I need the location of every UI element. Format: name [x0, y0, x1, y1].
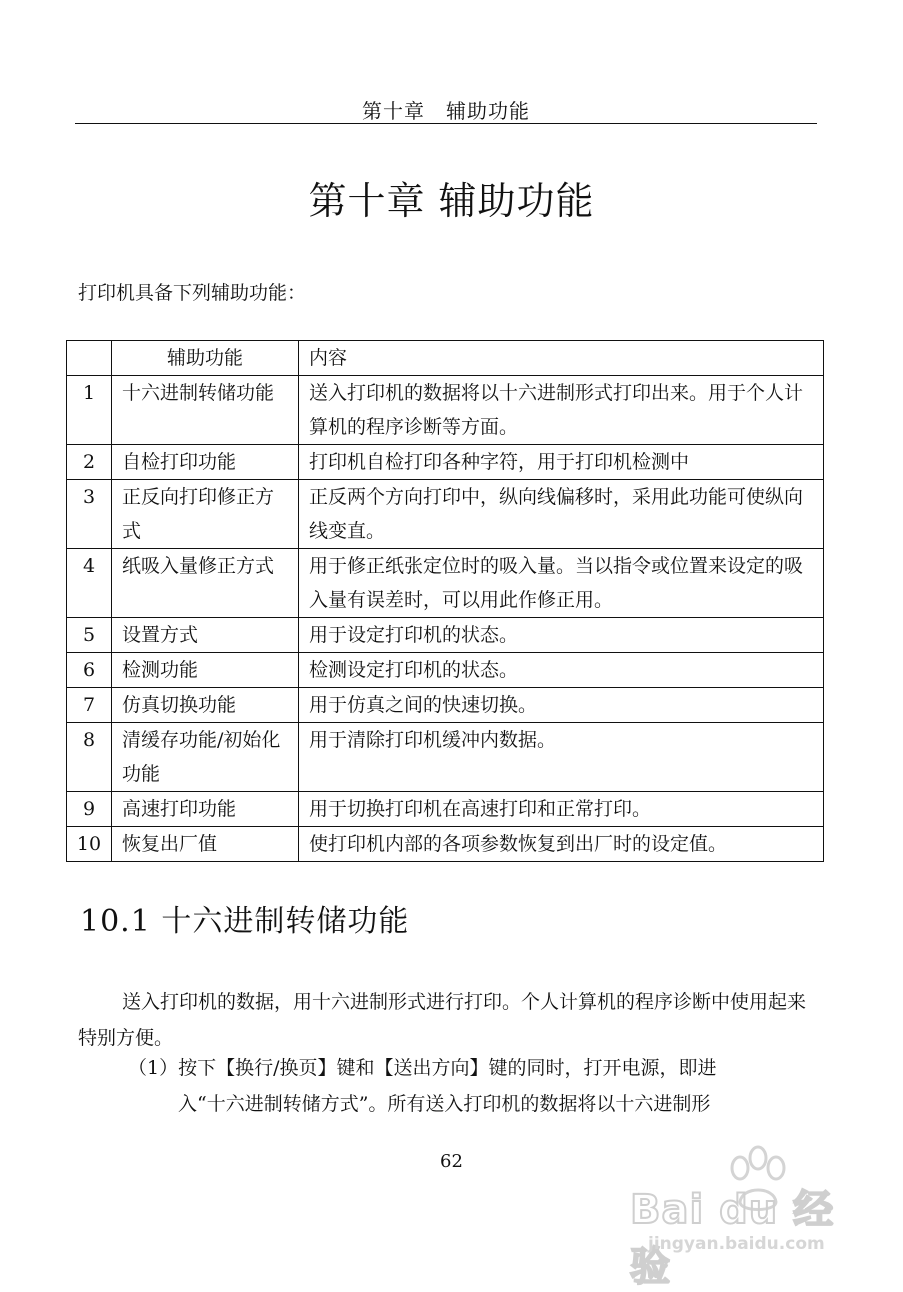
- row-num: 7: [67, 688, 112, 723]
- watermark-logo-text: Bai du 经验: [630, 1187, 835, 1290]
- header-function: 辅助功能: [112, 341, 299, 376]
- row-description: 正反两个方向打印中，纵向线偏移时，采用此功能可使纵向线变直。: [299, 480, 824, 549]
- row-description: 检测设定打印机的状态。: [299, 653, 824, 688]
- row-function-name: 自检打印功能: [112, 445, 299, 480]
- row-function-name: 十六进制转储功能: [112, 376, 299, 445]
- row-num: 9: [67, 792, 112, 827]
- row-function-name: 纸吸入量修正方式: [112, 549, 299, 618]
- table-row: [67, 653, 824, 688]
- baidu-watermark: [630, 1140, 890, 1290]
- page-number: 62: [440, 1151, 463, 1172]
- table-row: [67, 618, 824, 653]
- list-item-line-1: （1）按下【换行/换页】键和【送出方向】键的同时，打开电源，即进: [128, 1057, 717, 1079]
- row-function-name: 设置方式: [112, 618, 299, 653]
- row-num: 1: [67, 376, 112, 445]
- row-description: 用于切换打印机在高速打印和正常打印。: [299, 792, 824, 827]
- table-row: [67, 792, 824, 827]
- row-num: 5: [67, 618, 112, 653]
- table-row: [67, 549, 824, 618]
- row-description: 用于修正纸张定位时的吸入量。当以指令或位置来设定的吸入量有误差时，可以用此作修正用。: [299, 549, 824, 618]
- row-function-name: 检测功能: [112, 653, 299, 688]
- intro-text: 打印机具备下列辅助功能：: [78, 282, 307, 304]
- row-function-name: 清缓存功能/初始化功能: [112, 723, 299, 792]
- row-description: 使打印机内部的各项参数恢复到出厂时的设定值。: [299, 827, 824, 862]
- header-rule: [75, 123, 817, 124]
- row-description: 用于仿真之间的快速切换。: [299, 688, 824, 723]
- table-row: [67, 480, 824, 549]
- table-row: [67, 376, 824, 445]
- running-header: 第十章 辅助功能: [362, 99, 530, 123]
- table-header-row: [67, 341, 824, 376]
- row-description: 送入打印机的数据将以十六进制形式打印出来。用于个人计算机的程序诊断等方面。: [299, 376, 824, 445]
- row-num: 6: [67, 653, 112, 688]
- table-row: [67, 827, 824, 862]
- table-row: [67, 723, 824, 792]
- row-description: 用于设定打印机的状态。: [299, 618, 824, 653]
- header-num: [67, 341, 112, 376]
- row-num: 4: [67, 549, 112, 618]
- chapter-title: 第十章 辅助功能: [308, 179, 595, 223]
- row-num: 8: [67, 723, 112, 792]
- section-paragraph: 送入打印机的数据，用十六进制形式进行打印。个人计算机的程序诊断中使用起来特别方便。: [78, 991, 807, 1049]
- row-function-name: 正反向打印修正方式: [112, 480, 299, 549]
- row-function-name: 高速打印功能: [112, 792, 299, 827]
- row-num: 2: [67, 445, 112, 480]
- watermark-url: jingyan.baidu.com: [648, 1234, 825, 1254]
- function-table: [66, 340, 824, 862]
- row-function-name: 恢复出厂值: [112, 827, 299, 862]
- row-description: 用于清除打印机缓冲内数据。: [299, 723, 824, 792]
- row-description: 打印机自检打印各种字符，用于打印机检测中: [299, 445, 824, 480]
- row-function-name: 仿真切换功能: [112, 688, 299, 723]
- table-row: [67, 688, 824, 723]
- section-heading: 10.1 十六进制转储功能: [80, 904, 410, 939]
- row-num: 10: [67, 827, 112, 862]
- list-item-line-2: 入“十六进制转储方式”。所有送入打印机的数据将以十六进制形: [178, 1093, 711, 1115]
- header-content: 内容: [299, 341, 824, 376]
- table-row: [67, 445, 824, 480]
- row-num: 3: [67, 480, 112, 549]
- list-item: [128, 1050, 822, 1122]
